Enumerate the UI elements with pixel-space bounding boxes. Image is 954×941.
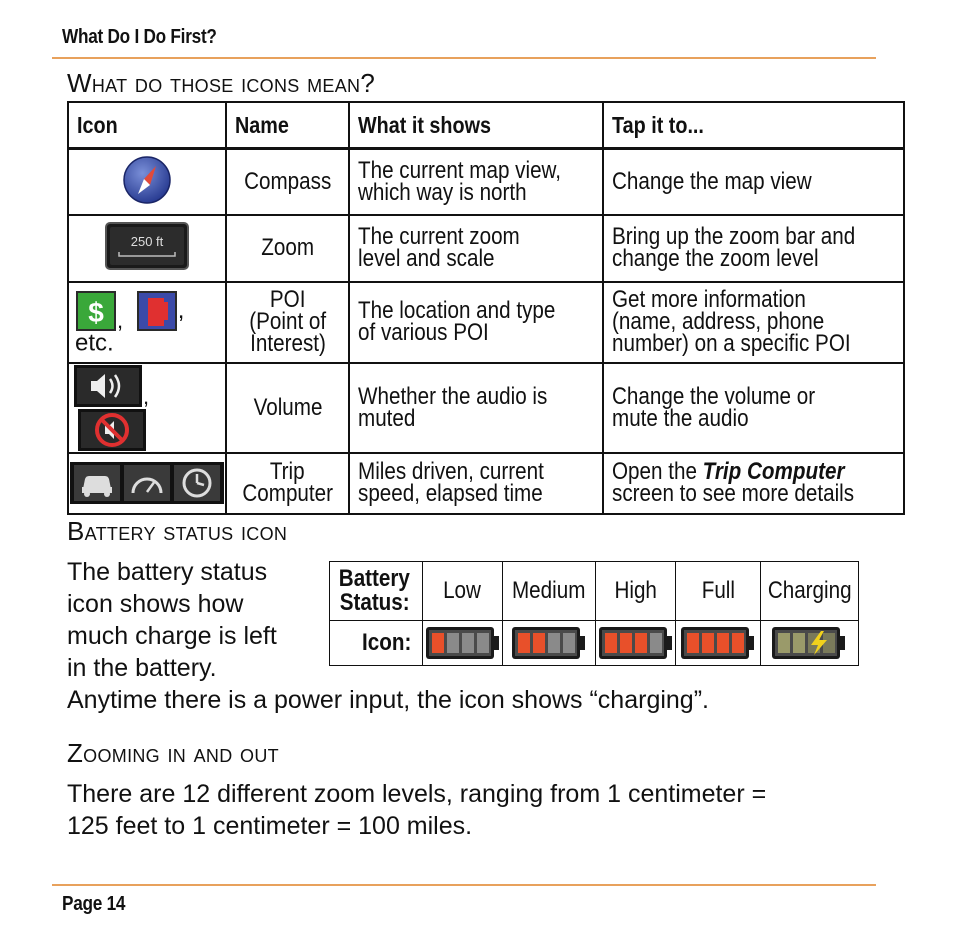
battery-segment: [477, 633, 489, 653]
tap-cell: Change the volume or mute the audio: [603, 363, 904, 453]
shows-cell: Miles driven, current speed, elapsed time: [349, 453, 603, 514]
battery-description: The battery status icon shows how much charge is left in the battery. Anytime there is a power input, the icon shows “charging”.: [67, 558, 709, 714]
battery-segment: [650, 633, 662, 653]
tap-cell: Open the Trip Computer screen to see more details: [603, 453, 904, 514]
battery-segment: [793, 633, 805, 653]
name-cell: POI (Point of Interest): [226, 282, 349, 363]
speedometer-icon: [124, 465, 170, 501]
name-cell: Trip Computer: [226, 453, 349, 514]
battery-level-high: High: [595, 562, 676, 621]
svg-text:$: $: [88, 296, 104, 328]
icons-table: [67, 101, 905, 515]
battery-segment: [605, 633, 617, 653]
shows-cell: The location and type of various POI: [349, 282, 603, 363]
shows-cell: The current map view, which way is north: [349, 149, 603, 215]
volume-muted-icon: [77, 408, 147, 452]
zoom-scale-icon: [105, 222, 189, 270]
page-number: Page 14: [62, 893, 126, 915]
battery-segment: [432, 633, 444, 653]
volume-separator: ,: [143, 383, 150, 409]
battery-level-charging: Charging: [760, 562, 858, 621]
header-rule: [52, 57, 876, 59]
table-row: [68, 453, 904, 514]
battery-segment: [620, 633, 632, 653]
car-icon: [74, 465, 120, 501]
trip-computer-icons: [69, 461, 225, 505]
battery-icon-label: Icon:: [330, 621, 423, 666]
icon-cell: [68, 363, 226, 453]
trip-computer-emphasis: Trip Computer: [703, 458, 845, 485]
battery-charging-icon: [771, 624, 847, 662]
header-icon: Icon: [68, 102, 226, 149]
name-cell: Volume: [226, 363, 349, 453]
battery-segment: [548, 633, 560, 653]
battery-high-icon: [598, 624, 674, 662]
shows-cell: Whether the audio is muted: [349, 363, 603, 453]
icon-cell: [68, 282, 226, 363]
table-row: [68, 215, 904, 282]
battery-full-icon: [680, 624, 756, 662]
charging-note: Anytime there is a power input, the icon shows “charging”.: [67, 686, 709, 714]
poi-etc-text: , etc.: [75, 296, 185, 357]
battery-segment: [687, 633, 699, 653]
battery-segment: [702, 633, 714, 653]
tap-cell: Bring up the zoom bar and change the zoom level: [603, 215, 904, 282]
battery-medium-icon: [511, 624, 587, 662]
table-row: [68, 282, 904, 363]
battery-segment: [447, 633, 459, 653]
battery-cell: [503, 621, 595, 666]
section-heading-zooming: Zooming in and out: [67, 738, 279, 768]
battery-cell: [422, 621, 503, 666]
dollar-poi-icon: [75, 290, 117, 332]
volume-on-icon: [73, 364, 143, 408]
battery-segment: [563, 633, 575, 653]
poi-separator: ,: [117, 307, 124, 333]
footer-rule: [52, 884, 876, 886]
icon-cell: [68, 453, 226, 514]
page-header-title: What Do I Do First?: [62, 26, 217, 48]
header-what-it-shows: What it shows: [349, 102, 603, 149]
battery-segment: [823, 633, 835, 653]
table-row: [68, 363, 904, 453]
battery-level-full: Full: [676, 562, 760, 621]
battery-cell: [676, 621, 760, 666]
battery-cell: [760, 621, 858, 666]
header-tap-it-to: Tap it to...: [603, 102, 904, 149]
battery-status-label: Battery Status:: [330, 562, 423, 621]
compass-icon: [122, 155, 172, 205]
battery-segment: [717, 633, 729, 653]
battery-segment: [533, 633, 545, 653]
icon-cell: [68, 215, 226, 282]
battery-segment: [635, 633, 647, 653]
zoom-scale-text: 250 ft: [130, 234, 164, 249]
shows-cell: The current zoom level and scale: [349, 215, 603, 282]
table-row: [68, 149, 904, 215]
battery-low-icon: [425, 624, 501, 662]
name-cell: Zoom: [226, 215, 349, 282]
header-name: Name: [226, 102, 349, 149]
battery-segment: [778, 633, 790, 653]
name-cell: Compass: [226, 149, 349, 215]
fuel-poi-icon: [136, 290, 178, 332]
battery-cell: [595, 621, 676, 666]
battery-segment: [462, 633, 474, 653]
battery-level-medium: Medium: [503, 562, 595, 621]
tap-cell: Get more information (name, address, phone number) on a specific POI: [603, 282, 904, 363]
battery-segment: [518, 633, 530, 653]
battery-segment: [732, 633, 744, 653]
clock-icon: [174, 465, 220, 501]
section-heading-battery: Battery status icon: [67, 516, 288, 546]
icon-cell: [68, 149, 226, 215]
section-heading-icons: What do those icons mean?: [67, 68, 376, 98]
battery-level-low: Low: [422, 562, 503, 621]
zoom-description: There are 12 different zoom levels, ranging from 1 centimeter = 125 feet to 1 centimeter = 100 miles.: [67, 780, 767, 840]
battery-status-table: [329, 561, 859, 666]
tap-cell: Change the map view: [603, 149, 904, 215]
